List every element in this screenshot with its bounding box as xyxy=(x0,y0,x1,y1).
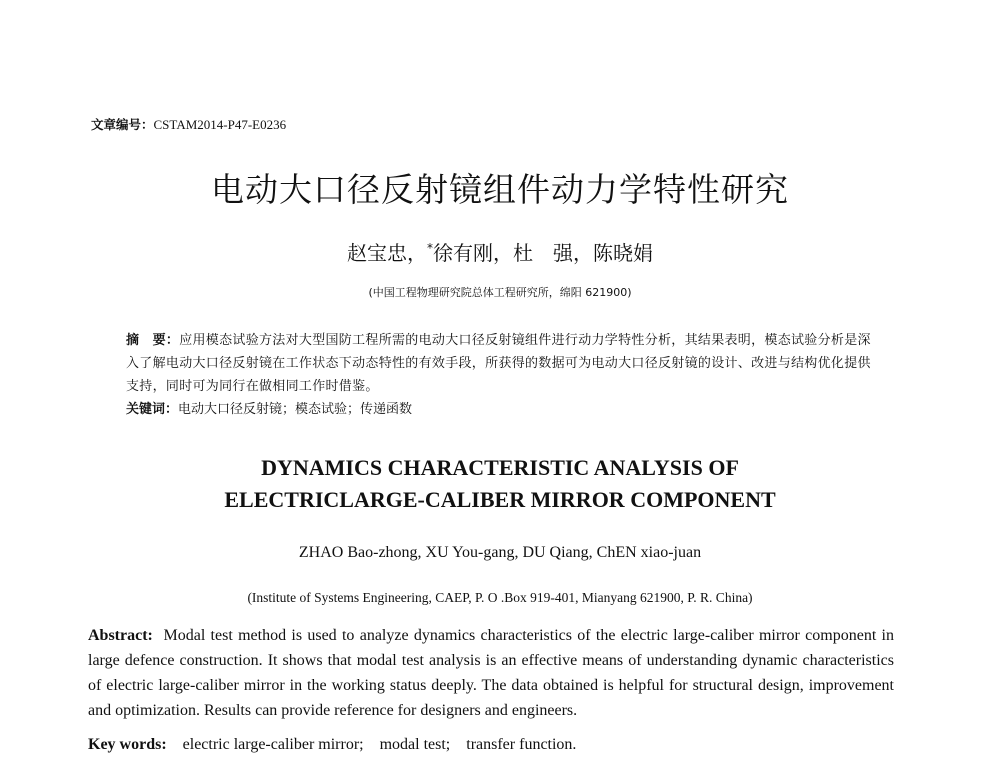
chinese-authors xyxy=(0,240,1000,266)
english-abstract xyxy=(88,623,894,723)
chinese-keywords-label: 关键词： xyxy=(126,402,179,417)
chinese-author-first: 赵宝忠， xyxy=(347,241,427,265)
english-authors: ZHAO Bao-zhong, XU You-gang, DU Qiang, ChEN xiao-juan xyxy=(298,544,702,561)
english-keyword-item: electric large-caliber mirror; xyxy=(182,736,364,753)
article-number-value: CSTAM2014-P47-E0236 xyxy=(153,117,287,132)
chinese-title: 电动大口径反射镜组件动力学特性研究 xyxy=(211,170,789,209)
chinese-abstract xyxy=(126,329,876,398)
english-keyword-item: transfer function. xyxy=(466,736,577,753)
article-number xyxy=(91,117,286,134)
english-keywords xyxy=(88,735,576,755)
chinese-abstract-label: 摘 要： xyxy=(126,333,180,348)
chinese-affiliation: (中国工程物理研究院总体工程研究所，绵阳 621900) xyxy=(368,286,632,299)
chinese-keywords xyxy=(126,400,412,420)
chinese-keywords-text: 电动大口径反射镜；模态试验；传递函数 xyxy=(178,402,413,417)
chinese-author-rest: 徐有刚，杜 强，陈晓娟 xyxy=(433,241,653,265)
english-affiliation: (Institute of Systems Engineering, CAEP, P. O .Box 919-401, Mianyang 621900, P. R. China) xyxy=(247,590,753,605)
article-number-label: 文章编号： xyxy=(91,117,154,132)
corresponding-author-mark: * xyxy=(427,241,433,255)
chinese-abstract-text: 应用模态试验方法对大型国防工程所需的电动大口径反射镜组件进行动力学特性分析，其结果表明，模态试验分析是深入了解电动大口径反射镜在工作状态下动态特性的有效手段，所获得的数据可为电动大口径反射镜的设计、改进与结构优化提供支持，同时可为同行在做相同工作时借鉴。 xyxy=(126,333,871,394)
english-title xyxy=(0,452,1000,516)
english-abstract-text: Modal test method is used to analyze dynamics characteristics of the electric large-caliber mirror component in large defence construction. It shows that modal test analysis is an effective means of understanding dynamic characteristics of electric large-caliber mirror in the working status deeply. The data obtained is helpful for structural design, improvement and optimization. Results can provide reference for designers and engineers. xyxy=(88,627,895,719)
english-keywords-label: Key words: xyxy=(88,736,167,753)
english-title-line-2: ELECTRICLARGE-CALIBER MIRROR COMPONENT xyxy=(224,487,776,512)
english-keyword-item: modal test; xyxy=(379,736,451,753)
english-title-line-1: DYNAMICS CHARACTERISTIC ANALYSIS OF xyxy=(261,455,739,480)
english-abstract-label: Abstract: xyxy=(88,627,153,644)
